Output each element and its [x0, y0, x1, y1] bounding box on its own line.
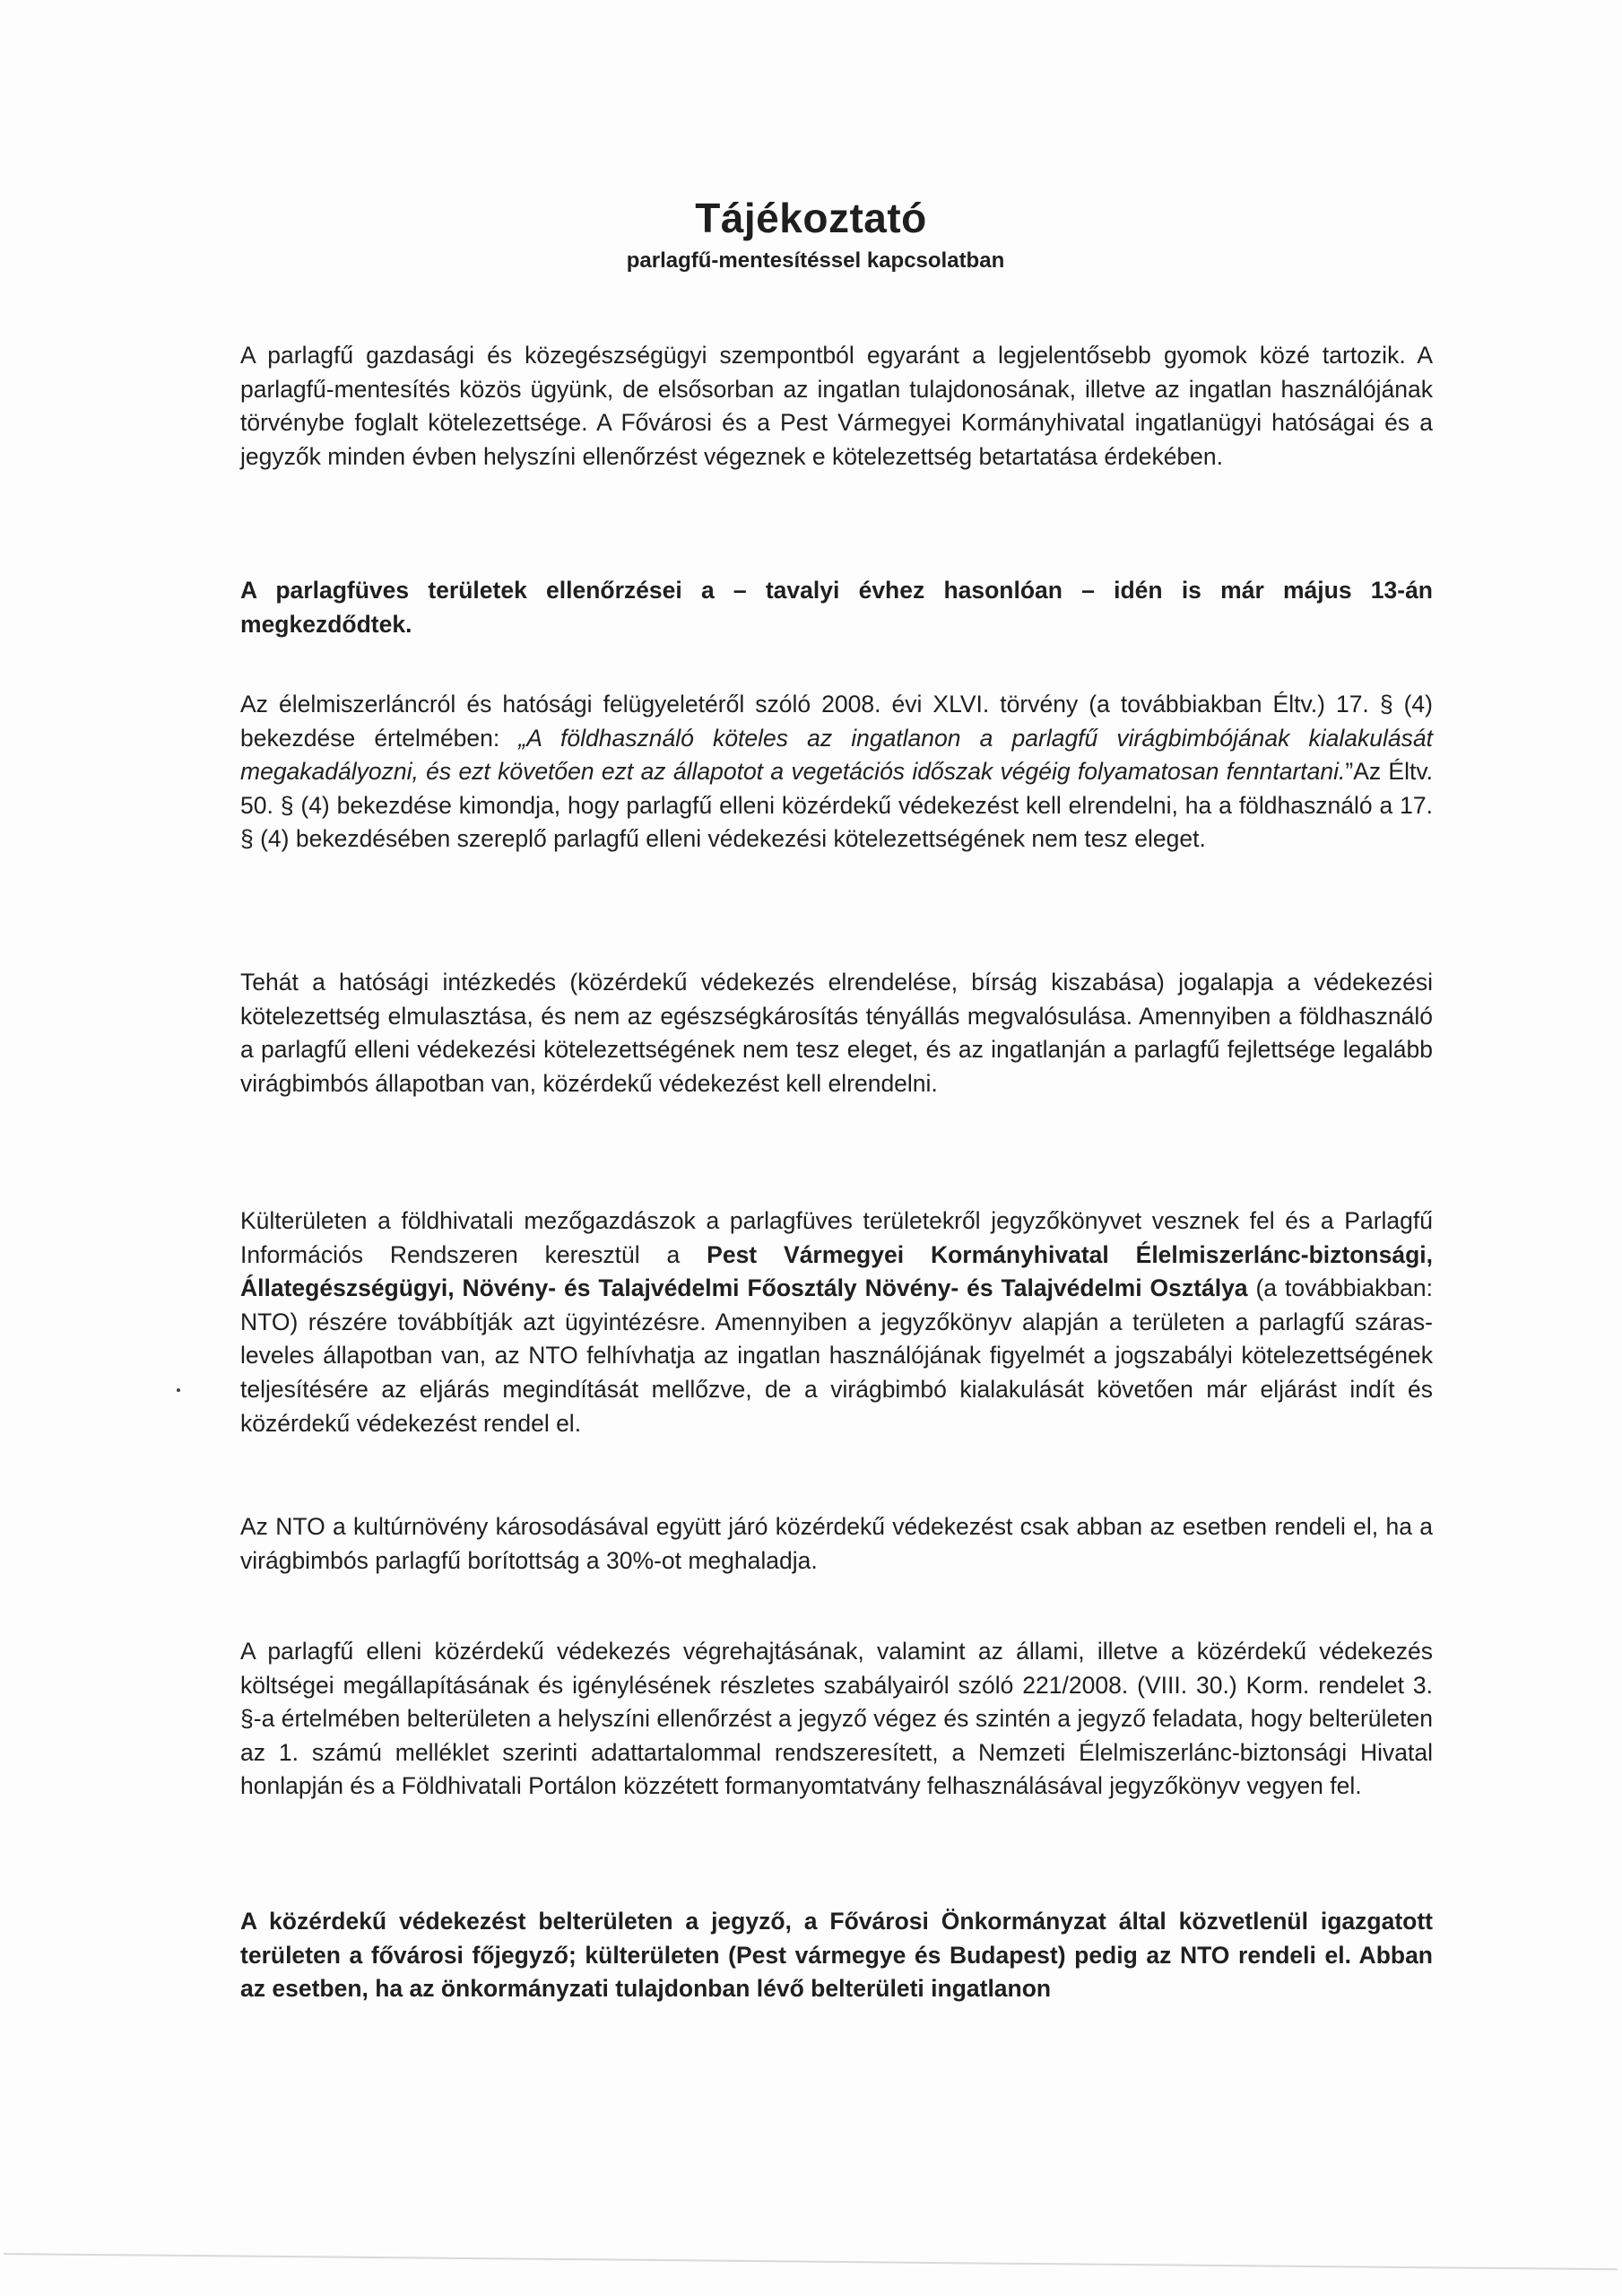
outskirts-part1: Külterületen a földhivatali mezőgazdászok a parlagfüves területekről jegyzőkönyvet vesznek fel és a Parlagfű Információs Rendszeren keresztül a [240, 1207, 1433, 1268]
paragraph-responsibility: A közérdekű védekezést belterületen a jegyző, a Fővárosi Önkormányzat által közvetlenül igazgatott területen a fővárosi főjegyző; külterületen (Pest vármegye és Budapest) pedig az NTO rendeli el. Abban az esetben, ha az önkormányzati tulajdonban lévő belterületi ingatlanon [240, 1908, 1433, 2003]
paragraph-outskirts-procedure [240, 1205, 1433, 1440]
legal-basis-intro: Az élelmiszerláncról és hatósági felügyeletéről szóló 2008. évi XLVI. törvény (a továbbiakban Éltv.) 17. § (4) bekezdése értelmében: [240, 691, 1433, 752]
paragraph-intro: A parlagfű gazdasági és közegészségügyi szempontból egyaránt a legjelentősebb gyomok közé tartozik. A parlagfű-mentesítés közös ügyünk, de elsősorban az ingatlan tulajdonosának, illetve az ingatlan használójának törvénybe foglalt kötelezettsége. A Fővárosi és a Pest Vármegyei Kormányhivatal ingatlanügyi hatóságai és a jegyzők minden évben helyszíni ellenőrzést végeznek e kötelezettség betartatása érdekében. [240, 342, 1433, 470]
paragraph-authority-measures: Tehát a hatósági intézkedés (közérdekű védekezés elrendelése, bírság kiszabása) jogalapja a védekezési kötelezettség elmulasztása, és nem az egészségkárosítás tényállás megvalósulása. Amennyiben a földhasználó a parlagfű elleni védekezési kötelezettségének nem tesz eleget, és az ingatlanján a parlagfű fejlettsége legalább virágbimbós állapotban van, közérdekű védekezést kell elrendelni. [240, 969, 1433, 1097]
paragraph-inspection-start: A parlagfüves területek ellenőrzései a – tavalyi évhez hasonlóan – idén is már május 13-án megkezdődtek. [240, 577, 1433, 638]
paragraph-government-decree: A parlagfű elleni közérdekű védekezés végrehajtásának, valamint az állami, illetve a közérdekű védekezés költségei megállapításának és igénylésének részletes szabályairól szóló 221/2008. (VIII. 30.) Korm. rendelet 3. §-a értelmében belterületen a helyszíni ellenőrzést a jegyző végez és szintén a jegyző feladata, hogy belterületen az 1. számú melléklet szerinti adattartalommal rendszeresített, a Nemzeti Élelmiszerlánc-biztonsági Hivatal honlapján és a Földhivatali Portálon közzétett formanyomtatvány felhasználásával jegyzőkönyv vegyen fel. [240, 1638, 1433, 1800]
scan-artifact-dot [177, 1388, 180, 1392]
document-title: Tájékoztató [695, 195, 927, 241]
legal-basis-rest: ”Az Éltv. 50. § (4) bekezdése kimondja, hogy parlagfű elleni közérdekű védekezést kell elrendelni, ha a földhasználó a 17. § (4) bekezdésében szereplő parlagfű elleni védekezési kötelezettségének nem tesz eleget. [240, 758, 1434, 853]
paragraph-crop-threshold: Az NTO a kultúrnövény károsodásával együtt járó közérdekű védekezést csak abban az esetben rendeli el, ha a virágbimbós parlagfű borítottság a 30%-ot meghaladja. [240, 1513, 1433, 1574]
scan-edge-line [4, 2253, 1618, 2270]
paragraph-legal-basis [240, 688, 1433, 857]
document-subtitle: parlagfű-mentesítéssel kapcsolatban [626, 248, 1005, 273]
legal-quote: „A földhasználó köteles az ingatlanon a parlagfű virágbimbójának kialakulását megakadályozni, és ezt követően ezt az állapotot a vegetációs időszak végéig folyamatosan fenntartani. [240, 724, 1433, 786]
authority-name: Pest Vármegyei Kormányhivatal Élelmiszerlánc-biztonsági, Állategészségügyi, Növény- és Talajvédelmi Főosztály Növény- és Talajvédelmi Osztálya [240, 1240, 1433, 1302]
outskirts-part2: (a továbbiakban: NTO) részére továbbítják azt ügyintézésre. Amennyiben a jegyzőkönyv alapján a területen a parlagfű száras-leveles állapotban van, az NTO felhívhatja az ingatlan használójának figyelmét a jogszabályi kötelezettségének teljesítésére az eljárás megindítását mellőzve, de a virágbimbó kialakulását követően már eljárást indít és közérdekű védekezést rendel el. [240, 1274, 1433, 1437]
